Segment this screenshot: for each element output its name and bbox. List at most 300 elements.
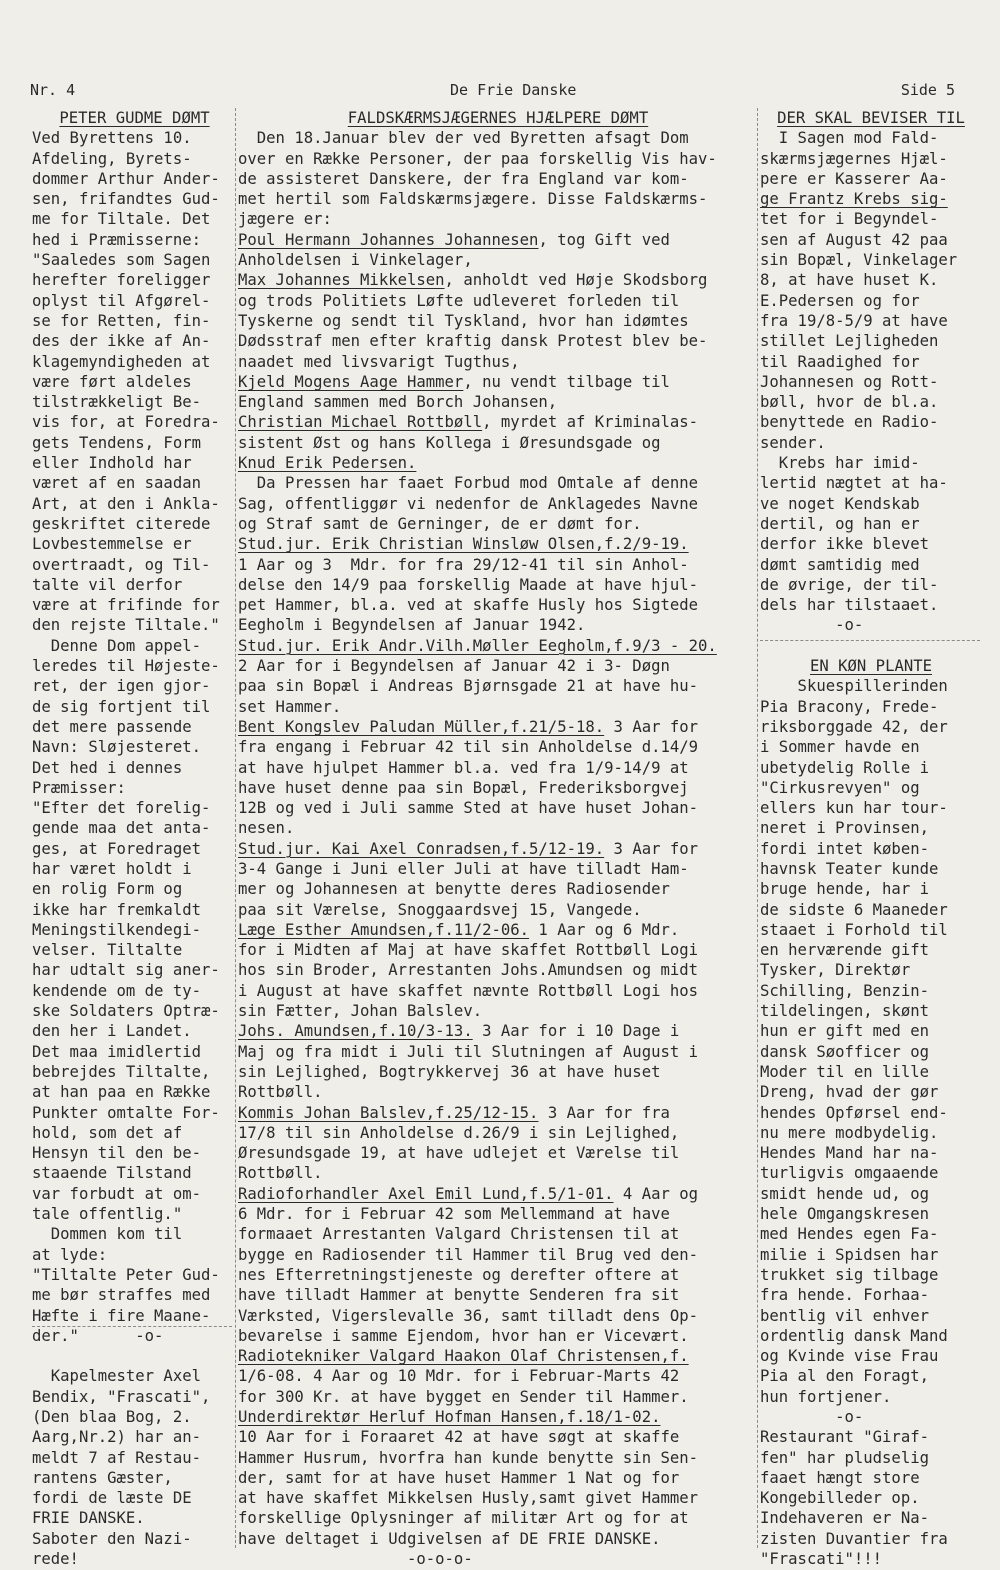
text-line [760, 1306, 982, 1326]
text-line [238, 1508, 758, 1528]
text-line [760, 717, 982, 737]
line-text: Tyskerne og sendt til Tyskland, hvor han idømtes [238, 311, 689, 330]
text-line [760, 818, 982, 838]
text-line [760, 1001, 982, 1021]
line-text: Hensyn til den be- [32, 1144, 201, 1163]
text-line [32, 1488, 237, 1508]
text-line [238, 291, 758, 311]
line-text: sin Lejlighed, Bogtrykkervej 36 at have huset [238, 1062, 661, 1081]
line-text: have deltaget i Udgivelsen af DE FRIE DANSKE. [238, 1529, 661, 1548]
text-line [32, 1346, 237, 1366]
text-line [760, 960, 982, 980]
line-text: hos sin Broder, Arrestanten Johs.Amundsen og midt [238, 961, 699, 980]
line-text: pere er Kasserer Aa- [760, 169, 948, 188]
line-text: sen af August 42 paa [760, 230, 948, 249]
text-line [32, 372, 237, 392]
text-line [760, 636, 982, 656]
text-line [238, 778, 758, 798]
line-text: naadet med livsvarigt Tugthus, [238, 352, 520, 371]
line-text: der, samt for at have huset Hammer 1 Nat og for [238, 1468, 680, 1487]
line-text: ellers kun har tour- [760, 799, 948, 818]
line-text-rest: , tog Gift ved [538, 230, 670, 249]
line-text: kendende om de ty- [32, 981, 201, 1000]
text-line [760, 1204, 982, 1224]
text-line [238, 128, 758, 148]
text-line [238, 859, 758, 879]
line-text: har udtalt sig aner- [32, 961, 220, 980]
line-text: fordi intet køben- [760, 839, 929, 858]
line-text: talte vil derfor [32, 575, 183, 594]
underlined-text: Stud.jur. Erik Christian Winsløw Olsen,f.2/9-19. [238, 535, 689, 554]
line-text: velser. Tiltalte [32, 941, 183, 960]
text-line [32, 1529, 237, 1549]
text-line [32, 636, 237, 656]
line-text: bentlig vil enhver [760, 1306, 929, 1325]
line-text: "Frascati"!!! [760, 1550, 883, 1569]
line-text: en herværende gift [760, 941, 929, 960]
line-text: me bør straffes med [32, 1286, 211, 1305]
line-text: Navn: Sløjesteret. [32, 738, 201, 757]
line-text: hed i Præmisserne: [32, 230, 201, 249]
line-text: hun er gift med en [760, 1022, 929, 1041]
text-line [238, 1346, 758, 1366]
underlined-text: Johs. Amundsen,f.10/3-13. [238, 1022, 473, 1041]
text-line [32, 514, 237, 534]
line-text: skærmsjægernes Hjæl- [760, 149, 948, 168]
underlined-text: EN KØN PLANTE [809, 657, 933, 676]
line-text: det mere passende [32, 717, 192, 736]
line-text: 12B og ved i Juli samme Sted at have huset Johan- [238, 799, 699, 818]
text-line [32, 108, 237, 128]
line-text: ve noget Kendskab [760, 494, 920, 513]
line-text: trukket sig tilbage [760, 1265, 939, 1284]
text-line [238, 717, 758, 737]
text-line [32, 169, 237, 189]
text-line [760, 1042, 982, 1062]
text-line [32, 270, 237, 290]
text-line [760, 1143, 982, 1163]
text-line [238, 473, 758, 493]
line-text: 6 Mdr. for i Februar 42 som Mellemmand at have [238, 1205, 670, 1224]
line-text: -o-o-o- [238, 1550, 473, 1569]
line-text: være at frifinde for [32, 596, 220, 615]
text-line [32, 1549, 237, 1569]
line-text-rest: 3 Aar for [604, 839, 699, 858]
text-line [760, 1224, 982, 1244]
text-line [238, 1488, 758, 1508]
text-line [760, 697, 982, 717]
line-text: hun fortjener. [760, 1387, 892, 1406]
line-text: Den 18.Januar blev der ved Byretten afsagt Dom [238, 129, 689, 148]
text-line [32, 555, 237, 575]
line-text: Schilling, Benzin- [760, 981, 929, 1000]
text-line [238, 900, 758, 920]
text-line [760, 250, 982, 270]
line-text: ordentlig dansk Mand [760, 1326, 948, 1345]
line-text: Dødsstraf men efter kraftig dansk Protest blev be- [238, 332, 708, 351]
line-text: ubetydelig Rolle i [760, 758, 929, 777]
text-line [238, 656, 758, 676]
text-line [32, 697, 237, 717]
underlined-text: Underdirektør Herluf Hofman Hansen,f.18/1-02. [238, 1408, 661, 1426]
line-text: paa sin Bopæl i Andreas Bjørnsgade 21 at have hu- [238, 677, 699, 696]
line-text: 2 Aar for i Begyndelsen af Januar 42 i 3- Døgn [238, 657, 670, 676]
text-line [32, 1448, 237, 1468]
text-line [32, 331, 237, 351]
underlined-text: Radiotekniker Valgard Haakon Olaf Christensen,f. [238, 1347, 689, 1366]
left-column [32, 108, 237, 1569]
text-line [760, 920, 982, 940]
text-line [238, 230, 758, 250]
line-text: staaende Tilstand [32, 1164, 192, 1183]
line-text: bebrejdes Tiltalte, [32, 1062, 211, 1081]
text-line [32, 128, 237, 148]
line-text: forskellige Oplysninger af militær Art og for at [238, 1509, 689, 1528]
line-text: "Saaledes som Sagen [32, 251, 211, 270]
line-text: Punkter omtalte For- [32, 1103, 220, 1122]
line-text: Værksted, Vigerslevalle 36, samt tilladt dens Op- [238, 1306, 699, 1325]
text-line [760, 514, 982, 534]
text-line [760, 1326, 982, 1346]
text-line [32, 1366, 237, 1386]
text-line [760, 1366, 982, 1386]
line-text: neret i Provinsen, [760, 819, 929, 838]
line-text: sin Fætter, Johan Balslev. [238, 1002, 483, 1021]
line-text: 17/8 til sin Anholdelse d.26/9 i sin Lejlighed, [238, 1123, 680, 1142]
line-text: fra hende. Forhaa- [760, 1286, 929, 1305]
text-line [32, 1326, 237, 1346]
line-text: delse den 14/9 paa forskellig Maade at have hjul- [238, 575, 699, 594]
line-text: været af en saadan [32, 474, 201, 493]
text-line [760, 879, 982, 899]
line-text: Ved Byrettens 10. [32, 129, 192, 148]
line-text: have huset denne paa sin Bopæl, Frederiksborgvej [238, 778, 689, 797]
line-text: Det hed i dennes [32, 758, 183, 777]
line-text: Tysker, Direktør [760, 961, 911, 980]
line-text: Skuespillerinden [760, 677, 948, 696]
text-line [32, 595, 237, 615]
line-text: formaaet Arrestanten Valgard Christensen til at [238, 1225, 680, 1244]
text-line [32, 149, 237, 169]
line-text-rest: 3 Aar for fra [538, 1103, 670, 1122]
underlined-text: Poul Hermann Johannes Johannesen [238, 230, 539, 249]
text-line [238, 1407, 758, 1427]
line-text: (Den blaa Bog, 2. [32, 1408, 192, 1426]
underlined-text: Kjeld Mogens Aage Hammer [238, 372, 464, 391]
text-line [760, 108, 982, 128]
text-line [760, 778, 982, 798]
text-line [238, 311, 758, 331]
text-line [760, 839, 982, 859]
line-text: ikke har fremkaldt [32, 900, 201, 919]
line-text: bevarelse i samme Ejendom, hvor han er Vicevært. [238, 1326, 689, 1345]
text-line [32, 1265, 237, 1285]
line-text: Sag, offentliggør vi nedenfor de Anklagedes Navne [238, 494, 699, 513]
line-text: I Sagen mod Fald- [760, 129, 939, 148]
line-text: se for Retten, fin- [32, 311, 211, 330]
text-line [32, 1143, 237, 1163]
line-text: de sig fortjent til [32, 697, 211, 716]
text-line [32, 1224, 237, 1244]
text-line [760, 798, 982, 818]
text-line [32, 1001, 237, 1021]
line-text: bøll, hvor de bl.a. [760, 393, 939, 412]
line-text: sin Bopæl, Vinkelager [760, 251, 958, 270]
line-text-rest: 3 Aar for i 10 Dage i [472, 1022, 680, 1041]
line-text: dommer Arthur Ander- [32, 169, 220, 188]
line-text: for i Midten af Maj at have skaffet Rottbøll Logi [238, 941, 699, 960]
line-text: Bendix, "Frascati", [32, 1387, 211, 1406]
text-line [238, 1387, 758, 1407]
text-line [32, 230, 237, 250]
line-text: Hendes Mand har na- [760, 1144, 939, 1163]
line-text: tildelingen, skønt [760, 1002, 929, 1021]
text-line [238, 1468, 758, 1488]
text-line [760, 189, 982, 209]
line-text: i August at have skaffet nævnte Rottbøll Logi hos [238, 981, 699, 1000]
text-line [238, 839, 758, 859]
line-text: benyttede en Radio- [760, 413, 939, 432]
line-text: fra engang i Februar 42 til sin Anholdelse d.14/9 [238, 738, 699, 757]
line-text: Meningstilkendegi- [32, 920, 201, 939]
line-text: met hertil som Faldskærmsjægere. Disse Faldskærms- [238, 190, 708, 209]
line-text: dels har tilstaaet. [760, 596, 939, 615]
line-text: bygge en Radiosender til Hammer til Brug ved den- [238, 1245, 699, 1264]
text-line [760, 1123, 982, 1143]
text-line [238, 818, 758, 838]
line-text: til Raadighed for [760, 352, 920, 371]
text-line [32, 615, 237, 635]
text-line [238, 1042, 758, 1062]
line-text-rest: 3 Aar for [604, 717, 699, 736]
text-line [760, 412, 982, 432]
text-line [760, 209, 982, 229]
line-text: E.Pedersen og for [760, 291, 920, 310]
line-text: meldt 7 af Restau- [32, 1448, 201, 1467]
line-text: og Kvinde vise Frau [760, 1347, 939, 1366]
text-line [32, 1387, 237, 1407]
text-line [32, 392, 237, 412]
text-line [238, 1285, 758, 1305]
text-line [32, 250, 237, 270]
line-text-rest: 1 Aar og 6 Mdr. [529, 920, 680, 939]
line-text: derfor ikke blevet [760, 535, 929, 554]
issue-number: Nr. 4 [30, 81, 76, 99]
text-line [760, 1488, 982, 1508]
text-line [32, 1103, 237, 1123]
text-line [760, 1285, 982, 1305]
line-text: 8, at have huset K. [760, 271, 939, 290]
text-line [238, 940, 758, 960]
line-text: milie i Spidsen har [760, 1245, 939, 1264]
text-line [32, 1123, 237, 1143]
text-line [760, 1245, 982, 1265]
line-text: 10 Aar for i Foraaret 42 at have søgt at skaffe [238, 1428, 680, 1447]
line-text: Eegholm i Begyndelsen af Januar 1942. [238, 616, 586, 635]
text-line [238, 108, 758, 128]
text-line [32, 920, 237, 940]
line-text: 1/6-08. 4 Aar og 10 Mdr. for i Februar-Marts 42 [238, 1367, 680, 1386]
text-line [32, 818, 237, 838]
text-line [238, 149, 758, 169]
text-line [32, 291, 237, 311]
line-text: herefter foreligger [32, 271, 211, 290]
line-text: Hammer Husrum, hvorfra han kunde benytte sin Sen- [238, 1448, 699, 1467]
line-text: fra 19/8-5/9 at have [760, 311, 948, 330]
text-line [760, 169, 982, 189]
text-line [760, 1508, 982, 1528]
text-line [32, 534, 237, 554]
text-line [238, 879, 758, 899]
text-line [760, 534, 982, 554]
text-line [238, 555, 758, 575]
underlined-text: DER SKAL BEVISER TIL [777, 109, 965, 127]
text-line [760, 615, 982, 635]
text-line [238, 575, 758, 595]
underlined-text: Bent Kongslev Paludan Müller,f.21/5-18. [238, 717, 605, 736]
text-line [760, 433, 982, 453]
text-line [238, 412, 758, 432]
text-line [760, 1529, 982, 1549]
text-line [238, 1103, 758, 1123]
text-line [760, 128, 982, 148]
text-line [32, 1306, 237, 1326]
text-line [32, 1508, 237, 1528]
line-text: rede! [32, 1550, 79, 1569]
text-line [32, 839, 237, 859]
line-text: smidt hende ud, og [760, 1184, 929, 1203]
text-line [760, 270, 982, 290]
text-line [238, 920, 758, 940]
line-text: Lovbestemmelse er [32, 535, 192, 554]
line-text: for 300 Kr. at have bygget en Sender til Hammer. [238, 1387, 689, 1406]
text-line [32, 1468, 237, 1488]
text-line [32, 798, 237, 818]
line-text: Rottbøll. [238, 1083, 323, 1102]
text-line [238, 636, 758, 656]
text-line [32, 960, 237, 980]
text-line [32, 1163, 237, 1183]
line-text: Maj og fra midt i Juli til Slutningen af August i [238, 1042, 699, 1061]
page-number: Side 5 [900, 81, 955, 99]
text-line [760, 1082, 982, 1102]
text-line [32, 778, 237, 798]
text-line [32, 1285, 237, 1305]
text-line [32, 352, 237, 372]
underlined-text: Stud.jur. Erik Andr.Vilh.Møller Eegholm,f.9/3 - 20. [238, 636, 717, 655]
line-text: turligvis omgaaende [760, 1164, 939, 1183]
right-column [760, 108, 982, 1569]
underlined-text: Max Johannes Mikkelsen [238, 271, 445, 290]
line-text: -o- [760, 1408, 864, 1426]
line-text: hold, som det af [32, 1123, 183, 1142]
text-line [238, 737, 758, 757]
text-line [238, 1184, 758, 1204]
text-line [760, 1021, 982, 1041]
line-text: klagemyndigheden at [32, 352, 211, 371]
line-text: FRIE DANSKE. [32, 1509, 145, 1528]
line-text: bruge hende, har i [760, 880, 929, 899]
line-text: være ført aldeles [32, 372, 192, 391]
line-text: jægere er: [238, 210, 332, 229]
line-text: tale offentlig." [32, 1205, 183, 1224]
line-text: vis for, at Foredra- [32, 413, 220, 432]
text-line [238, 433, 758, 453]
text-line [760, 758, 982, 778]
line-text: over en Række Personer, der paa forskellig Vis hav- [238, 149, 717, 168]
line-text: nu mere modbydelig. [760, 1123, 939, 1142]
line-text: at han paa en Række [32, 1083, 211, 1102]
line-text: Kongebilleder op. [760, 1489, 920, 1508]
text-line [238, 1265, 758, 1285]
text-line [760, 331, 982, 351]
text-line [238, 392, 758, 412]
line-text: "Efter det forelig- [32, 799, 211, 818]
text-line [32, 1042, 237, 1062]
line-text: hendes Opførsel end- [760, 1103, 948, 1122]
text-line [760, 737, 982, 757]
text-line [760, 900, 982, 920]
text-line [238, 1224, 758, 1244]
line-text: en rolig Form og [32, 880, 183, 899]
line-text: havnsk Teater kunde [760, 859, 939, 878]
line-text: "Cirkusrevyen" og [760, 778, 920, 797]
text-line [760, 676, 982, 696]
underlined-text: Knud Erik Pedersen. [238, 454, 417, 473]
text-line [238, 1549, 758, 1569]
text-line [760, 555, 982, 575]
text-line [238, 1529, 758, 1549]
text-line [32, 1407, 237, 1427]
line-text: rantens Gæster, [32, 1468, 173, 1487]
line-text: de assisteret Danskere, der fra England var kom- [238, 169, 689, 188]
line-text: at have hjulpet Hammer bl.a. ved fra 1/9-14/9 at [238, 758, 689, 777]
line-text: Hæfte i fire Maane- [32, 1306, 211, 1325]
text-line [32, 940, 237, 960]
line-text: Dommen kom til [32, 1225, 183, 1244]
text-line [760, 1103, 982, 1123]
text-line [760, 149, 982, 169]
line-text: og trods Politiets Løfte udleveret forleden til [238, 291, 680, 310]
text-line [238, 1204, 758, 1224]
line-text: i Sommer havde en [760, 738, 920, 757]
line-text-rest: , nu vendt tilbage til [463, 372, 670, 391]
text-line [32, 1021, 237, 1041]
text-line [32, 575, 237, 595]
line-text: 1 Aar og 3 Mdr. for fra 29/12-41 til sin Anhol- [238, 555, 689, 574]
line-text: Øresundsgade 19, at have udlejet et Værelse til [238, 1144, 680, 1163]
text-line [32, 656, 237, 676]
line-text: Denne Dom appel- [32, 636, 201, 655]
text-line [238, 1366, 758, 1386]
text-line [238, 1427, 758, 1447]
text-line [238, 1062, 758, 1082]
line-text: gets Tendens, Form [32, 433, 201, 452]
line-text: Saboter den Nazi- [32, 1529, 192, 1548]
line-text: have tilladt Hammer at benytte Senderen fra sit [238, 1286, 680, 1305]
text-line [238, 1326, 758, 1346]
underlined-text: Kommis Johan Balslev,f.25/12-15. [238, 1103, 539, 1122]
text-line [760, 575, 982, 595]
text-line [238, 331, 758, 351]
text-line [238, 1163, 758, 1183]
line-text: faaet hængt store [760, 1468, 920, 1487]
line-text: set Hammer. [238, 697, 342, 716]
line-text: sender. [760, 433, 826, 452]
text-line [238, 250, 758, 270]
line-text: Moder til en lille [760, 1062, 929, 1081]
text-line [760, 1265, 982, 1285]
